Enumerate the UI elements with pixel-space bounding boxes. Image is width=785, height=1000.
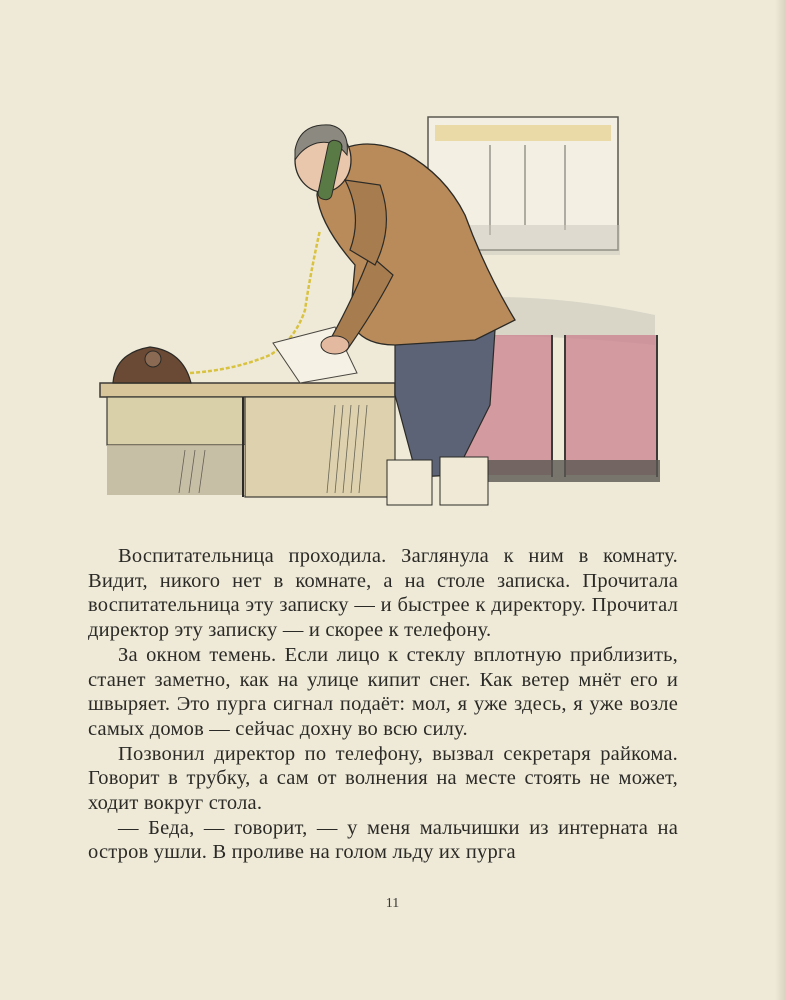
page-number: 11	[385, 896, 400, 911]
paragraph: Воспитательница проходила. Заглянула к ним в комнату. Видит, никого нет в комнате, а на столе записка. Прочитала воспитательница эту записку — и быстрее к директору. Прочитал директор эту записку — и скорее к телефону.	[88, 545, 678, 642]
desk	[100, 383, 395, 497]
body-text	[88, 544, 678, 865]
illustration-director-on-phone	[95, 105, 670, 515]
page-edge	[775, 0, 785, 1000]
paragraph: Позвонил директор по телефону, вызвал секретаря райкома. Говорит в трубку, а сам от волнения на месте стоять не может, ходит вокруг стола.	[88, 742, 678, 815]
paragraph: — Беда, — говорит, — у меня мальчишки из интерната на остров ушли. В проливе на голом льду их пурга	[88, 816, 678, 864]
paragraph: За окном темень. Если лицо к стеклу вплотную приблизить, станет заметно, как на улице кипит снег. Как ветер мнёт его и швыряет. Это пурга сигнал подаёт: мол, я уже здесь, я уже возле самых домов — сейчас дохну во всю силу.	[88, 643, 678, 740]
